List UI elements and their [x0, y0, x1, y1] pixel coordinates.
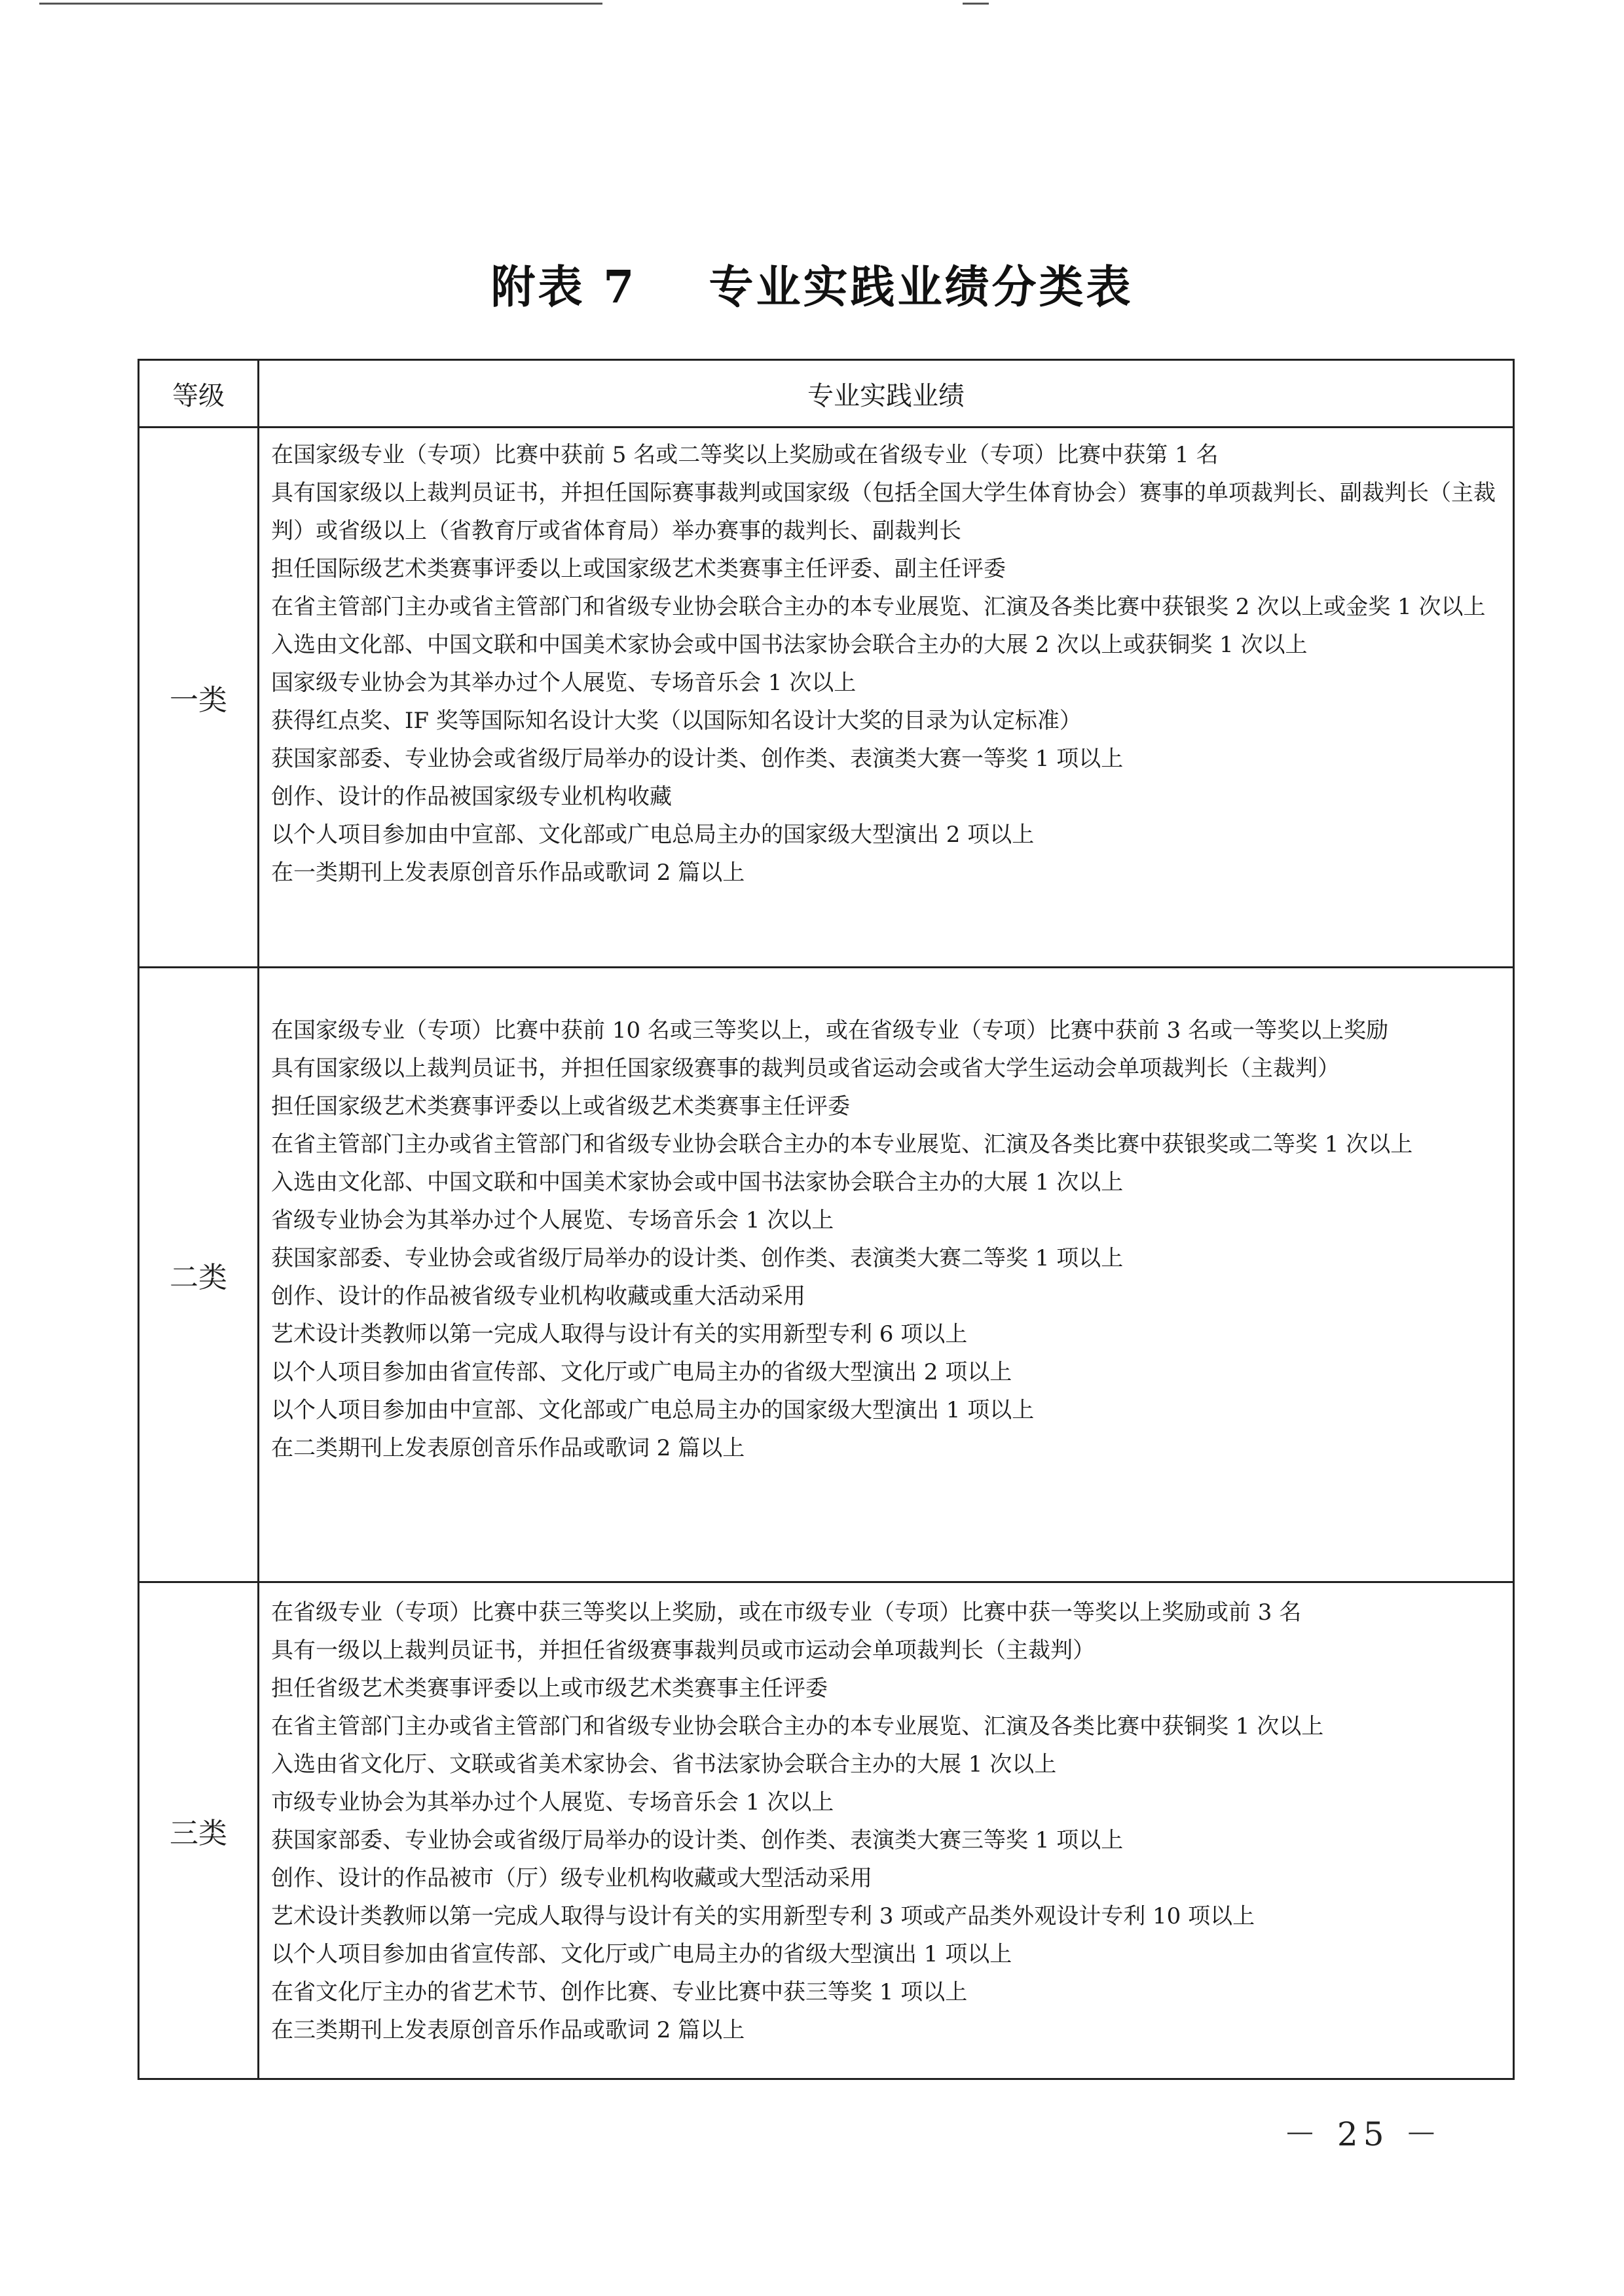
list-item: 在一类期刊上发表原创音乐作品或歌词 2 篇以上: [271, 860, 745, 886]
list-item: 在二类期刊上发表原创音乐作品或歌词 2 篇以上: [271, 1435, 745, 1461]
level-cell: 三类: [139, 1582, 259, 2079]
list-item: 以个人项目参加由中宣部、文化部或广电总局主办的国家级大型演出 2 项以上: [271, 822, 1035, 848]
scan-edge-line: [39, 3, 602, 5]
list-item: 在三类期刊上发表原创音乐作品或歌词 2 篇以上: [271, 2017, 745, 2043]
items-cell: [259, 968, 1514, 1582]
table-row-class-2: [139, 968, 1514, 1582]
list-item: 具有一级以上裁判员证书，并担任省级赛事裁判员或市运动会单项裁判长（主裁判）: [271, 1637, 1095, 1664]
page-number: － 25 －: [1283, 2115, 1443, 2153]
list-item: 艺术设计类教师以第一完成人取得与设计有关的实用新型专利 3 项或产品类外观设计专利 10 项以上: [271, 1903, 1255, 1929]
list-item: 以个人项目参加由省宣传部、文化厅或广电局主办的省级大型演出 1 项以上: [271, 1941, 1012, 1967]
list-item: 艺术设计类教师以第一完成人取得与设计有关的实用新型专利 6 项以上: [271, 1321, 968, 1347]
list-item: 国家级专业协会为其举办过个人展览、专场音乐会 1 次以上: [271, 670, 857, 696]
header-level: 等级: [139, 360, 259, 428]
header-achievements: 专业实践业绩: [259, 360, 1514, 428]
list-item: 在省文化厅主办的省艺术节、创作比赛、专业比赛中获三等奖 1 项以上: [271, 1979, 968, 2005]
list-item: 具有国家级以上裁判员证书，并担任国际赛事裁判或国家级（包括全国大学生体育协会）赛事的单项裁判长、副裁判长（主裁判）或省级以上（省教育厅或省体育局）举办赛事的裁判长、副裁判长: [271, 480, 1496, 544]
list-item: 在省主管部门主办或省主管部门和省级专业协会联合主办的本专业展览、汇演及各类比赛中获铜奖 1 次以上: [271, 1713, 1324, 1740]
list-item: 创作、设计的作品被市（厅）级专业机构收藏或大型活动采用: [271, 1865, 872, 1891]
list-item: 担任国际级艺术类赛事评委以上或国家级艺术类赛事主任评委、副主任评委: [271, 556, 1006, 582]
level-cell: 二类: [139, 968, 259, 1582]
list-item: 在省主管部门主办或省主管部门和省级专业协会联合主办的本专业展览、汇演及各类比赛中获银奖 2 次以上或金奖 1 次以上: [271, 594, 1486, 620]
scan-edge-mark: [963, 3, 989, 5]
list-item: 以个人项目参加由省宣传部、文化厅或广电局主办的省级大型演出 2 项以上: [271, 1359, 1012, 1385]
list-item: 在国家级专业（专项）比赛中获前 5 名或二等奖以上奖励或在省级专业（专项）比赛中获第 1 名: [271, 442, 1219, 468]
table-row-class-3: [139, 1582, 1514, 2079]
list-item: 入选由文化部、中国文联和中国美术家协会或中国书法家协会联合主办的大展 2 次以上或获铜奖 1 次以上: [271, 632, 1308, 658]
list-item: 具有国家级以上裁判员证书，并担任国家级赛事的裁判员或省运动会或省大学生运动会单项裁判长（主裁判）: [271, 1055, 1340, 1082]
page-title: [0, 252, 1624, 316]
list-item: 获国家部委、专业协会或省级厅局举办的设计类、创作类、表演类大赛二等奖 1 项以上: [271, 1245, 1124, 1271]
list-item: 担任国家级艺术类赛事评委以上或省级艺术类赛事主任评委: [271, 1093, 850, 1120]
list-item: 创作、设计的作品被国家级专业机构收藏: [271, 784, 672, 810]
table-header-row: [139, 360, 1514, 428]
list-item: 在省级专业（专项）比赛中获三等奖以上奖励，或在市级专业（专项）比赛中获一等奖以上奖励或前 3 名: [271, 1599, 1302, 1626]
table-label: 附表 7: [490, 261, 637, 314]
level-cell: 一类: [139, 428, 259, 968]
classification-table: [138, 359, 1515, 2080]
items-cell: [259, 1582, 1514, 2079]
table-title: 专业实践业绩分类表: [709, 261, 1134, 314]
items-cell: [259, 428, 1514, 968]
list-item: 担任省级艺术类赛事评委以上或市级艺术类赛事主任评委: [271, 1675, 828, 1702]
list-item: 在省主管部门主办或省主管部门和省级专业协会联合主办的本专业展览、汇演及各类比赛中获银奖或二等奖 1 次以上: [271, 1131, 1413, 1157]
list-item: 省级专业协会为其举办过个人展览、专场音乐会 1 次以上: [271, 1207, 834, 1233]
list-item: 在国家级专业（专项）比赛中获前 10 名或三等奖以上，或在省级专业（专项）比赛中获前 3 名或一等奖以上奖励: [271, 1017, 1389, 1044]
list-item: 市级专业协会为其举办过个人展览、专场音乐会 1 次以上: [271, 1789, 834, 1815]
table-row-class-1: [139, 428, 1514, 968]
list-item: 获国家部委、专业协会或省级厅局举办的设计类、创作类、表演类大赛一等奖 1 项以上: [271, 746, 1124, 772]
list-item: 获国家部委、专业协会或省级厅局举办的设计类、创作类、表演类大赛三等奖 1 项以上: [271, 1827, 1124, 1853]
list-item: 获得红点奖、IF 奖等国际知名设计大奖（以国际知名设计大奖的目录为认定标准）: [271, 708, 1082, 734]
list-item: 入选由省文化厅、文联或省美术家协会、省书法家协会联合主办的大展 1 次以上: [271, 1751, 1057, 1777]
list-item: 创作、设计的作品被省级专业机构收藏或重大活动采用: [271, 1283, 805, 1309]
list-item: 入选由文化部、中国文联和中国美术家协会或中国书法家协会联合主办的大展 1 次以上: [271, 1169, 1124, 1195]
list-item: 以个人项目参加由中宣部、文化部或广电总局主办的国家级大型演出 1 项以上: [271, 1397, 1035, 1423]
